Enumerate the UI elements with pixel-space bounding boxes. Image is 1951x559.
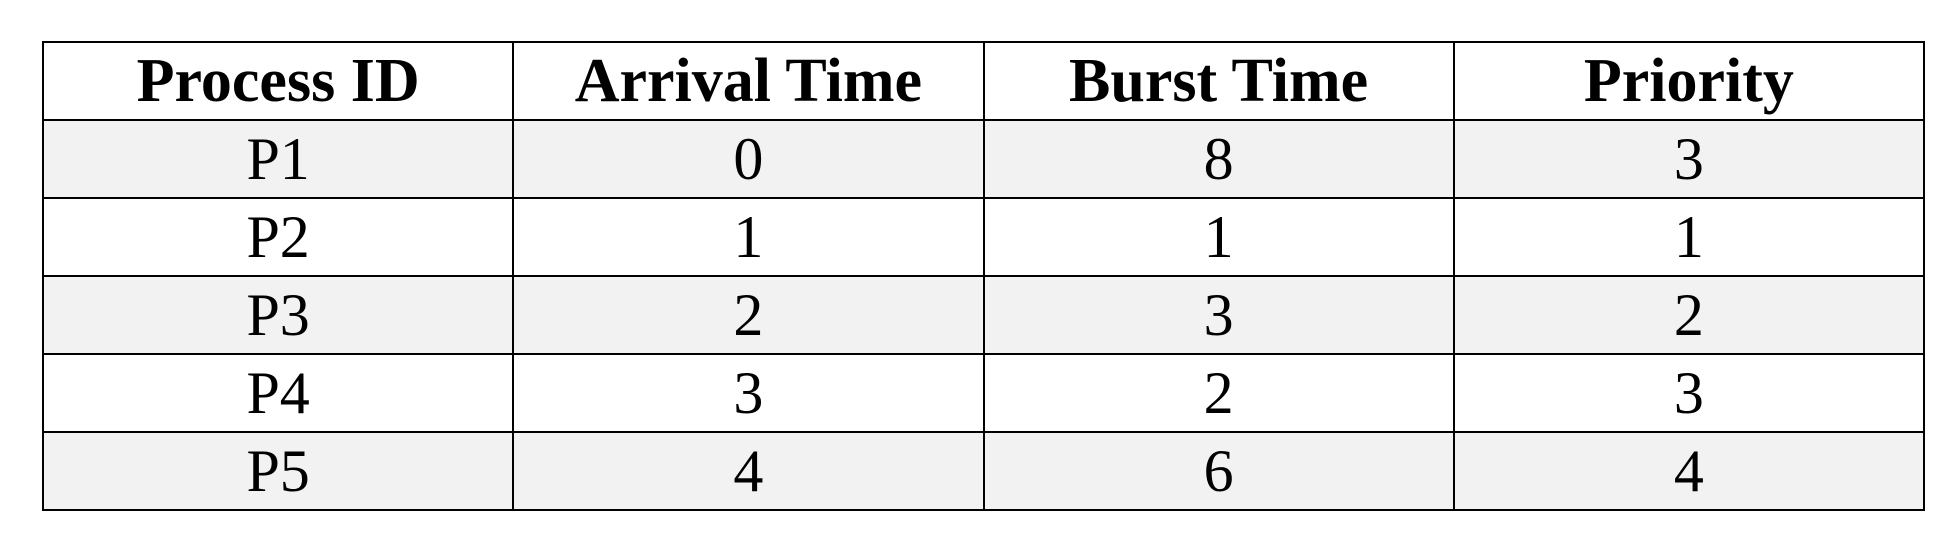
table-row	[43, 354, 1924, 432]
cell-arrival-time: 2	[513, 276, 983, 354]
cell-priority: 4	[1454, 432, 1924, 510]
cell-burst-time: 8	[984, 120, 1454, 198]
cell-process-id: P2	[43, 198, 513, 276]
cell-process-id: P5	[43, 432, 513, 510]
cell-process-id: P1	[43, 120, 513, 198]
table-row	[43, 432, 1924, 510]
process-table	[42, 41, 1925, 511]
cell-priority: 3	[1454, 354, 1924, 432]
cell-arrival-time: 3	[513, 354, 983, 432]
cell-process-id: P3	[43, 276, 513, 354]
cell-burst-time: 3	[984, 276, 1454, 354]
cell-arrival-time: 4	[513, 432, 983, 510]
table-row	[43, 120, 1924, 198]
table-body	[43, 120, 1924, 510]
table-row	[43, 198, 1924, 276]
header-arrival-time: Arrival Time	[513, 42, 983, 120]
cell-arrival-time: 0	[513, 120, 983, 198]
cell-arrival-time: 1	[513, 198, 983, 276]
cell-burst-time: 2	[984, 354, 1454, 432]
header-priority: Priority	[1454, 42, 1924, 120]
cell-process-id: P4	[43, 354, 513, 432]
cell-burst-time: 6	[984, 432, 1454, 510]
header-burst-time: Burst Time	[984, 42, 1454, 120]
cell-priority: 2	[1454, 276, 1924, 354]
cell-burst-time: 1	[984, 198, 1454, 276]
table-header	[43, 42, 1924, 120]
table-row	[43, 276, 1924, 354]
header-row	[43, 42, 1924, 120]
header-process-id: Process ID	[43, 42, 513, 120]
cell-priority: 1	[1454, 198, 1924, 276]
cell-priority: 3	[1454, 120, 1924, 198]
